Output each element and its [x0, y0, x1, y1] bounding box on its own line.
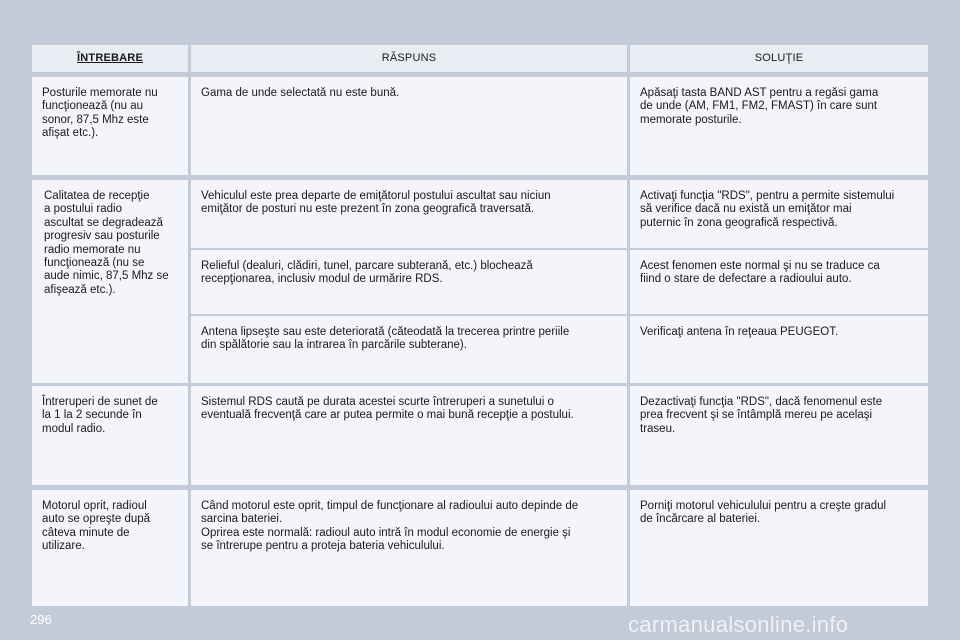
- solution-cell: Porniţi motorul vehiculului pentru a creşte gradul de încărcare al bateriei.: [630, 490, 928, 606]
- answer-cell: Vehiculul este prea departe de emiţătorul postului ascultat sau niciun emiţător de posturi nu este prezent în zona geografică traversată.: [191, 180, 627, 248]
- answer-cell: Relieful (dealuri, clădiri, tunel, parcare subterană, etc.) blochează recepţionarea, inclusiv modul de urmărire RDS.: [191, 250, 627, 314]
- question-cell: Posturile memorate nu funcţionează (nu au sonor, 87,5 Mhz este afişat etc.).: [32, 77, 188, 175]
- question-cell: Motorul oprit, radioul auto se opreşte după câteva minute de utilizare.: [32, 490, 188, 606]
- watermark: carmanualsonline.info: [628, 612, 849, 637]
- answer-cell: Când motorul este oprit, timpul de funcţionare al radioului auto depinde de sarcina bateriei. Oprirea este normală: radioul auto intră în modul economie de energie şi se întrerupe pentru a proteja bateria vehiculului.: [191, 490, 627, 606]
- header-solution: SOLUŢIE: [630, 45, 928, 72]
- question-cell: Calitatea de recepţie a postului radio ascultat se degradează progresiv sau posturile radio memorate nu funcţionează (nu se aude nimic, 87,5 Mhz se afişează etc.).: [32, 180, 188, 383]
- solution-cell: Dezactivaţi funcţia "RDS", dacă fenomenul este prea frecvent şi se întâmplă mereu pe acelaşi traseu.: [630, 386, 928, 485]
- solution-cell: Activaţi funcţia "RDS", pentru a permite sistemului să verifice dacă nu există un emiţător mai puternic în zona geografică respectivă.: [630, 180, 928, 248]
- answer-cell: Antena lipseşte sau este deteriorată (căteodată la trecerea printre periile din spălătorie sau la intrarea în parcările subterane).: [191, 316, 627, 383]
- solution-cell: Apăsaţi tasta BAND AST pentru a regăsi gama de unde (AM, FM1, FM2, FMAST) în care sunt memorate posturile.: [630, 77, 928, 175]
- solution-cell: Acest fenomen este normal şi nu se traduce ca fiind o stare de defectare a radioului auto.: [630, 250, 928, 314]
- header-answer: RĂSPUNS: [191, 45, 627, 72]
- question-cell: Întreruperi de sunet de la 1 la 2 secunde în modul radio.: [32, 386, 188, 485]
- answer-cell: Sistemul RDS caută pe durata acestei scurte întreruperi a sunetului o eventuală frecvenţă care ar putea permite o mai bună recepţie a postului.: [191, 386, 627, 485]
- answer-cell: Gama de unde selectată nu este bună.: [191, 77, 627, 175]
- header-question: ÎNTREBARE: [32, 45, 188, 72]
- page-number: 296: [30, 612, 52, 627]
- solution-cell: Verificaţi antena în reţeaua PEUGEOT.: [630, 316, 928, 383]
